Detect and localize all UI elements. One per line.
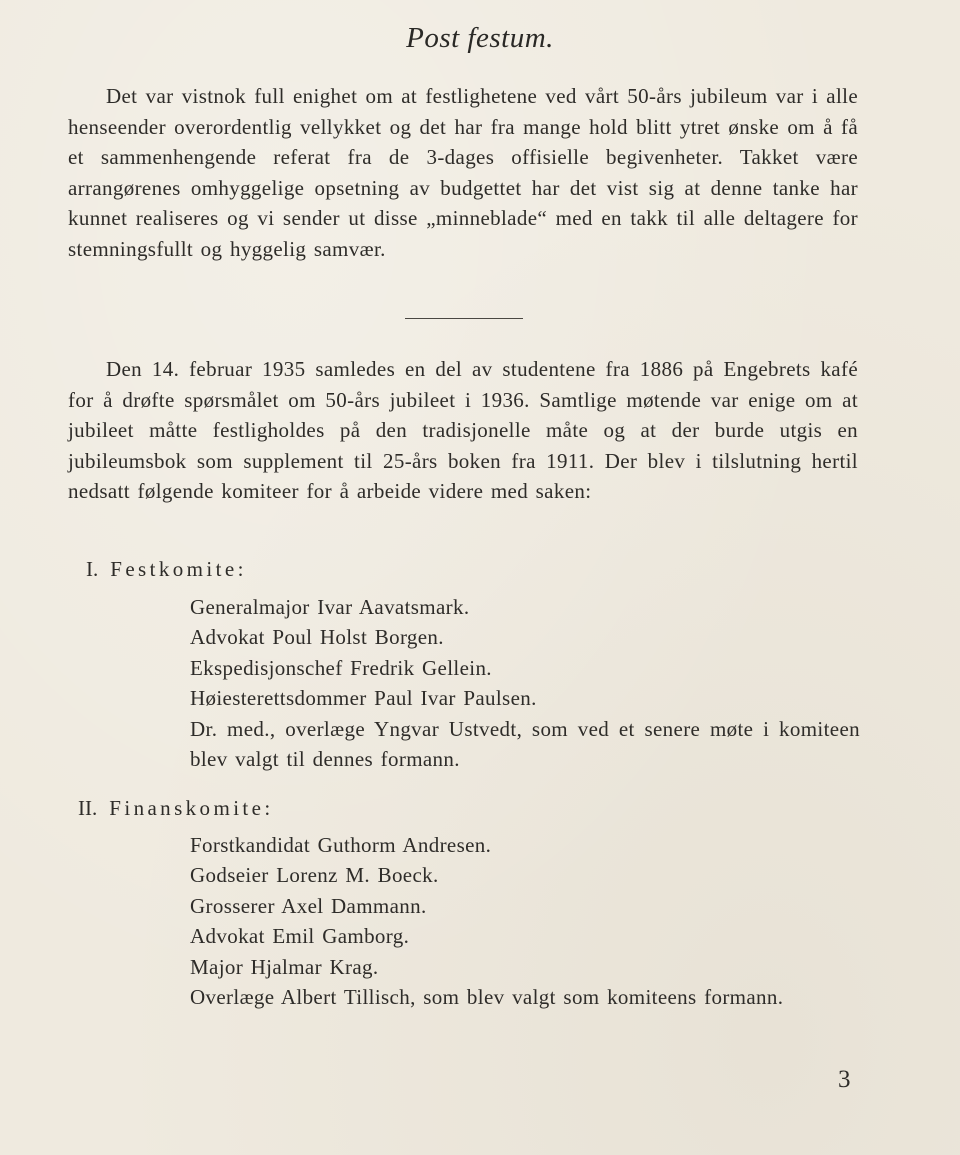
list-item: Grosserer Axel Dammann. xyxy=(190,893,427,918)
committee-number: I. xyxy=(86,557,99,581)
committee-name: Festkomite: xyxy=(110,557,247,581)
list-item: Advokat Poul Holst Borgen. xyxy=(190,625,444,650)
finanskomite-member-list xyxy=(190,830,860,1012)
history-paragraph-text: Den 14. februar 1935 samledes en del av studentene fra 1886 på Engebrets kafé for å drøfte spørsmålet om 50-års jubileet i 1936. Samtlige møtende var enige om at jubileet måtte festligholdes på den tradisjonelle måte og at der burde utgis en jubileumsbok som supplement til 25-års boken fra 1911. Der blev i tilslutning hertil nedsatt følgende komiteer for å arbeide videre med saken: xyxy=(68,357,858,504)
intro-paragraph-text: Det var vistnok full enighet om at festlighetene ved vårt 50-års jubileum var i alle henseender overordentlig vellykket og det har fra mange hold blitt ytret ønske om å få et sammenhengende referat fra de 3-dages offisielle begivenheter. Takket være arrangørenes omhyggelige opsetning av budgettet har det vist sig at denne tanke har kunnet realiseres og vi sender ut disse „minneblade“ med en takk til alle deltagere for stemningsfullt og hyggelig samvær. xyxy=(68,84,858,261)
list-item: Godseier Lorenz M. Boeck. xyxy=(190,863,439,888)
list-item: Generalmajor Ivar Aavatsmark. xyxy=(190,595,470,619)
festkomite-member-list xyxy=(190,592,860,774)
intro-paragraph xyxy=(68,81,858,265)
list-item: Advokat Emil Gamborg. xyxy=(190,924,410,949)
list-item: Forstkandidat Guthorm Andresen. xyxy=(190,833,492,857)
section-divider xyxy=(405,318,523,319)
list-item: Høiesterettsdommer Paul Ivar Paulsen. xyxy=(190,686,537,711)
list-item: Major Hjalmar Krag. xyxy=(190,954,379,979)
list-item: Ekspedisjonschef Fredrik Gellein. xyxy=(190,655,492,680)
committee-heading-festkomite xyxy=(86,557,247,582)
list-item: Dr. med., overlæge Yngvar Ustvedt, som ved et senere møte i komiteen blev valgt til dennes formann. xyxy=(190,716,860,772)
committee-name: Finanskomite: xyxy=(109,796,274,820)
list-item: Overlæge Albert Tillisch, som blev valgt som komiteens formann. xyxy=(190,985,784,1010)
page-number: 3 xyxy=(838,1066,851,1093)
page-title: Post festum. xyxy=(406,22,554,54)
history-paragraph xyxy=(68,354,858,507)
committee-number: II. xyxy=(78,796,98,820)
committee-heading-finanskomite xyxy=(78,796,274,821)
